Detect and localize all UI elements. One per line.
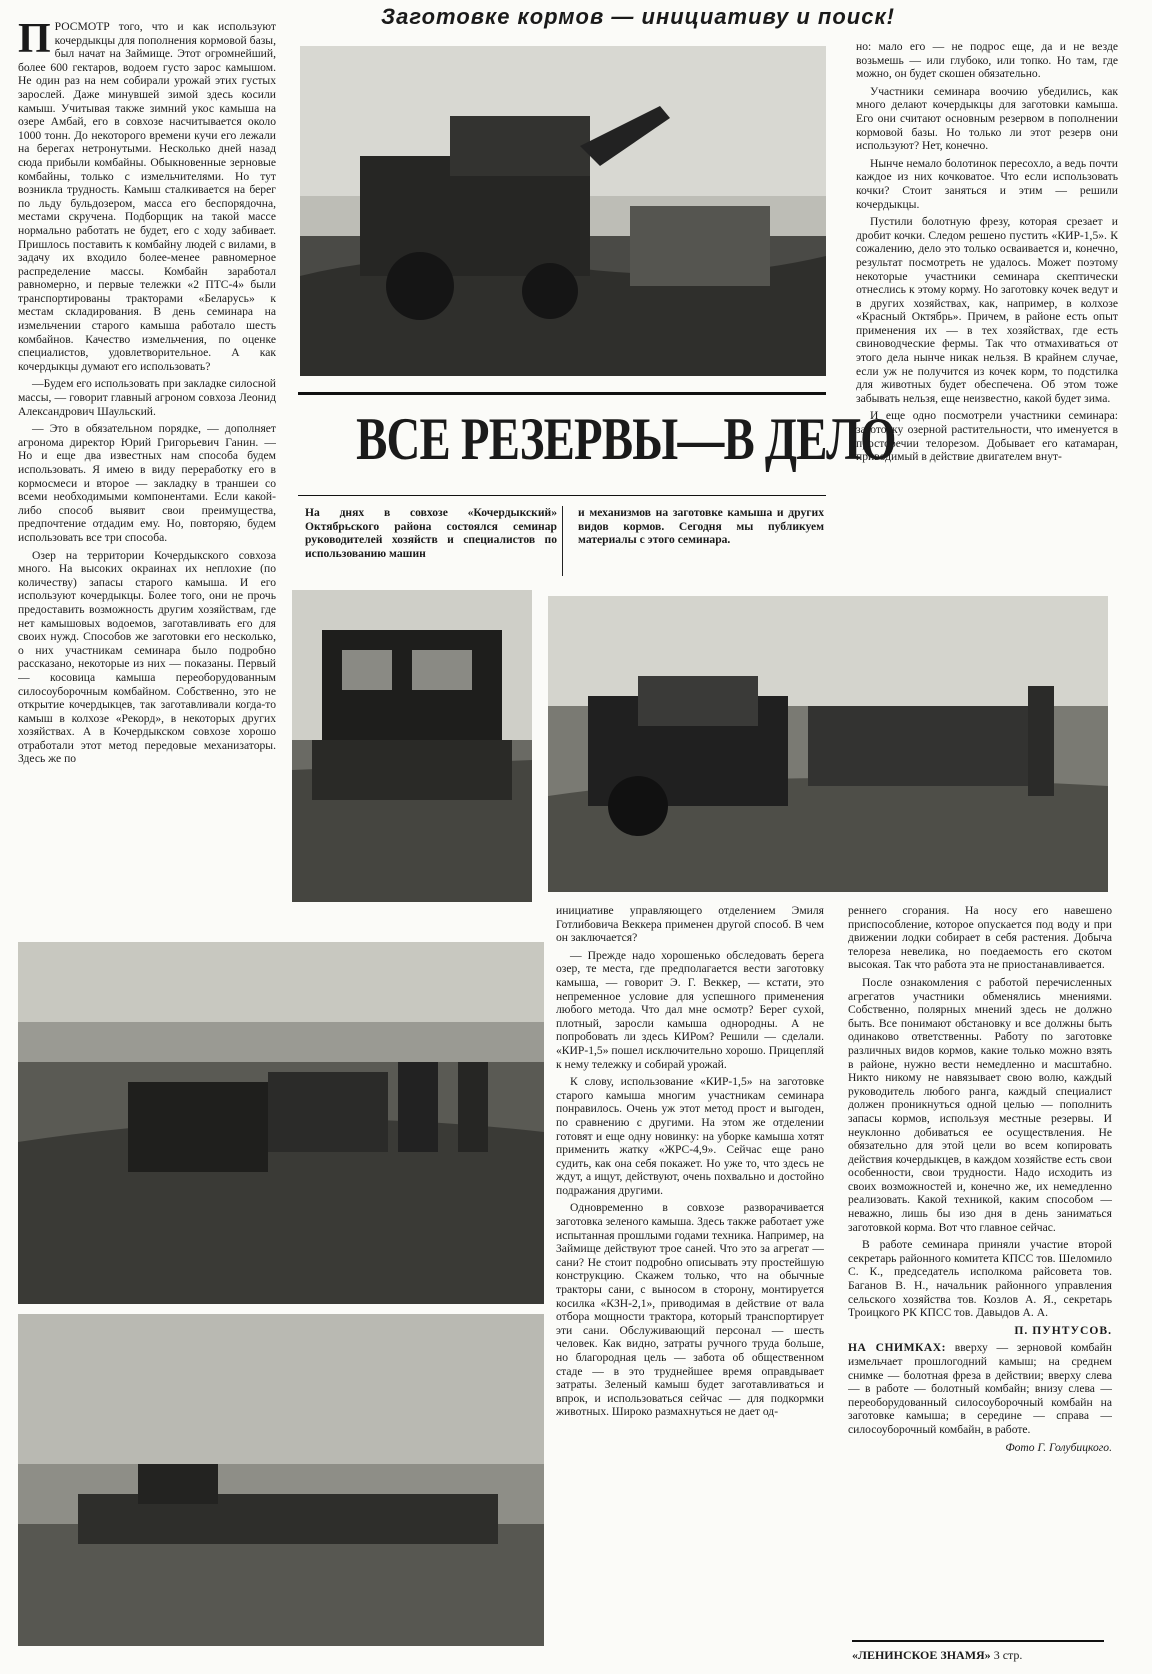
paragraph: И еще одно посмотрели участники семинара: заготовку озерной растительности, что именуется в просторечии телорезом. Добывает его катамаран, приводимый в действие двигателем внут-	[856, 409, 1118, 464]
author-signature: П. ПУНТУСОВ.	[1014, 1323, 1112, 1337]
article-column-3	[556, 904, 824, 1674]
article-column-4-top	[856, 40, 1118, 580]
lead-left: На днях в совхозе «Кочердыкский» Октябрьского района состоялся семинар руководителей хозяйств и специалистов по использованию машин	[305, 506, 557, 560]
drop-cap: П	[18, 20, 51, 62]
paragraph: Озер на территории Кочердыкского совхоза много. На высоких окраинах их неплохие (по количеству) запасы старого камыша. И его используют кочердыкцы. Более того, они не прочь предоставить возможность другим хозяйствам, где нет камышовых водоемов, заготавливать его для своих нужд. Способов же заготовки его несколько, о них участникам семинара было подробно рассказано, некоторые из них — показаны. Первый — косовица камыша переоборудованным силосоуборочным комбайном. Собственно, это не открытие кочердыкцев, так заготавливали когда-то камыш в колхозе «Рекорд», в некоторых других хозяйствах. А в Кочердыкском совхозе хорошо отработали этот метод передовые механизаторы. Здесь же по	[18, 548, 276, 766]
paragraph: В работе семинара приняли участие второй секретарь районного комитета КПСС тов. Шеломило С. К., председатель исполкома райсовета тов. Баганов В. Н., начальник районного управления сельского хозяйства тов. Козлов А. Я., секретарь Троицкого РК КПСС тов. Давыдов А. А.	[848, 1238, 1112, 1320]
photo-graphic	[292, 590, 532, 902]
page-footer	[852, 1648, 1102, 1663]
headline-box	[298, 392, 896, 496]
article-column-1	[18, 20, 276, 866]
article-column-4-bottom	[848, 904, 1112, 1638]
photo-silage-combine-lake	[18, 1314, 544, 1646]
photo-graphic	[18, 1314, 544, 1646]
paragraph: —Будем его использовать при закладке силосной массы, — говорит главный агроном совхоза Леонид Александрович Шаульский.	[18, 377, 276, 418]
caption-text: вверху — зерновой комбайн измельчает прошлогодний камыш; на среднем снимке — болотная фреза в действии; вверху слева— в работе — болотный комбайн; внизу слева — переоборудованный силосоуборочный комбайн на заготовке камыша; в середине — справа — силосоуборочный комбайн, в работе.	[848, 1341, 1112, 1436]
paragraph: Участники семинара воочию убедились, как много делают кочердыкцы для заготовки камыша. Его они считают основным резервом в пополнении кормовой базы. Но только ли этот резерв они используют? Нет, конечно.	[856, 84, 1118, 153]
footer-rule	[852, 1640, 1104, 1642]
lead-right: и механизмов на заготовке камыша и других видов кормов. Сегодня мы публикуем материалы с этого семинара.	[578, 506, 824, 547]
newspaper-name: «ЛЕНИНСКОЕ ЗНАМЯ»	[852, 1648, 991, 1662]
paragraph: Пустили болотную фрезу, которая срезает и дробит кочки. Следом решено пустить «КИР-1,5». К сожалению, дело это только осваивается и, конечно, результат посмотреть не удалось. Может поэтому некоторые участники семинара скептически отнеслись к этому корму. Но заготовку кочек ведут и в других хозяйствах, как, например, в колхозе «Красный Октябрь». Причем, в районе есть опыт применения их — в тех хозяйствах, где есть свиноводческие фермы. Так что отмахиваться от этого дела нынче никак нельзя. В крайнем случае, если уж не получится из кочек корм, то подстилка для животных будет обеспечена. Об этом тоже забывать нельзя, еще неизвестно, какой будет зима.	[856, 215, 1118, 405]
kicker-headline: Заготовке кормов — инициативу и поиск!	[381, 4, 895, 29]
photo-graphic	[300, 46, 826, 376]
photo-graphic	[548, 596, 1108, 892]
paragraph: но: мало его — не подрос еще, да и не везде возьмешь — или глубоко, или топко. Но там, где можно, он будет скошен обязательно.	[856, 40, 1118, 81]
main-headline: ВСЕ РЕЗЕРВЫ—В ДЕЛО	[356, 406, 896, 472]
paragraph: — Это в обязательном порядке, — дополняет агронома директор Юрий Григорьевич Ганин. — Но и еще два известных нам способа будем использовать. Я имею в виду переработку его в кормосмеси и второе — закладку в траншеи со всеми необходимыми компонентами. Если какой-либо способ выявит свои преимущества, предпочтение отдадим ему. Но, повторяю, будем использовать все три способа.	[18, 422, 276, 544]
page-number: 3 стр.	[993, 1648, 1023, 1662]
paragraph: Нынче немало болотинок пересохло, а ведь почти каждое из них кочковатое. Что если использовать кочки? Стоит заняться и этим — решили кочердыкцы.	[856, 156, 1118, 211]
caption-label: НА СНИМКАХ:	[848, 1341, 947, 1355]
photo-bog-mill	[548, 596, 1108, 892]
photo-caption	[848, 1341, 1112, 1436]
photo-bog-combine	[292, 590, 532, 902]
paragraph: ПРОСМОТР того, что и как используют кочердыкцы для пополнения кормовой базы, был начат на Займище. Этот огромнейший, более 600 гектаров, водоем густо зарос камышом. Не один раз на нем собирали урожай этих густых зарослей. Даже минувшей зимой здесь косили камыш. Учитывая также зимний укос камыша на озере Амбай, его в совхозе насчитывается около 1000 тонн. До некоторого времени кучи его лежали на берегах нетронутыми. Несколько дней назад сюда прибыли комбайны. Обыкновенные зерновые комбайны, только с измельчителями. Но тут возникла трудность. Камыш сталкивается на берег по льду бульдозером, масса его беспорядочна, местами скручена. Подборщик на такой массе нормально работать не будет, его с ходу забивает. Пришлось поставить к комбайну людей с вилами, в задачу их входило более-менее равномерное распределение массы. Комбайн заработал равномерно, и первые тележки «2 ПТС-4» были транспортированы тракторами «Беларусь» к местам складирования. В день семинара на измельчении старого камыша работало шесть комбайнов. Качество измельчения, по оценке специалистов, удовлетворительное. А как кочердыкцы думают его использовать?	[18, 20, 276, 373]
photo-graphic	[18, 942, 544, 1304]
photo-credit: Фото Г. Голубицкого.	[1005, 1440, 1112, 1454]
paragraph: После ознакомления с работой перечисленных агрегатов участники обменялись мнениями. Собственно, полярных мнений здесь не должно быть. Все понимают обстановку и все должны быть одинаково ответственны. Работу по заготовке различных видов кормов, какие только можно взять в районе, нужно вести немедленно и масштабно. Никто никому не навязывает свою волю, каждый руководитель любого ранга, каждый специалист должен проникнуться одной целью — пополнить запасы кормов, используя местные резервы. И неуклонно добиваться ее осуществления. Не обязательно для этой цели во всем копировать действия кочердыкцев, в каждом хозяйстве есть свои особенности, свои трудности. Надо исходить из своих возможностей и, конечно же, их немедленно реализовать. Какой техникой, каким способом — неважно, лишь бы изо дня в день заниматься заготовкой корма. Вот что главное сейчас.	[848, 975, 1112, 1234]
paragraph: инициативе управляющего отделением Эмиля Готлибовича Веккера применен другой способ. В чем он заключается?	[556, 904, 824, 945]
lead-divider	[562, 506, 563, 576]
photo-grain-combine	[300, 46, 826, 376]
paragraph: реннего сгорания. На носу его навешено приспособление, которое опускается под воду и при движении лодки собирает в себя растения. Добыча телореза невелика, но поедаемость его скотом высокая. Так что работа эта не приостанавливается.	[848, 904, 1112, 972]
photo-silage-combine-field	[18, 942, 544, 1304]
paragraph: Одновременно в совхозе разворачивается заготовка зеленого камыша. Здесь также работает уже испытанная прошлыми годами техника. Например, на Займище действуют трое саней. Что это за агрегат — сани? Не стоит подробно описывать эту простейшую конструкцию. Скажем только, что на обычные тракторы сани, с выносом в сторону, монтируется косилка «КЗН-2,1», приводимая в действие от вала отбора мощности трактора, который транспортирует эти сани. Обслуживающий персонал — шесть человек. Как видно, затраты ручного труда больше, но благородная цель — забота об общественном стаде — в это труднейшее время оправдывает затраты. Зеленый камыш будет заготавливаться и впрок, и использоваться сейчас — для подкормки животных. Широко размахнуться не дает од-	[556, 1201, 824, 1419]
paragraph: — Прежде надо хорошенько обследовать берега озер, те места, где предполагается вести заготовку камыша, — говорит Э. Г. Веккер, — кстати, это непременное условие для успешного применения любого метода. Что дал мне осмотр? Берег сухой, плотный, заросли камыша однородны. А не попробовать ли здесь КИРом? Решили — сделали. «КИР-1,5» пошел исключительно хорошо. Прицепляй к нему тележку и собирай урожай.	[556, 948, 824, 1071]
paragraph: К слову, использование «КИР-1,5» на заготовке старого камыша многим участникам семинара понравилось. Очень уж этот метод прост и выгоден, по сравнению с другими. На этом же отделении готовят и еще одну новинку: на уборке камыша хотят применить жатку «ЖРС-4,9». Сейчас еще рано судить, как она себя покажет. Но уже то, что здесь не ждут, а ищут, действуют, очень похвально и достойно подражания другими.	[556, 1075, 824, 1197]
